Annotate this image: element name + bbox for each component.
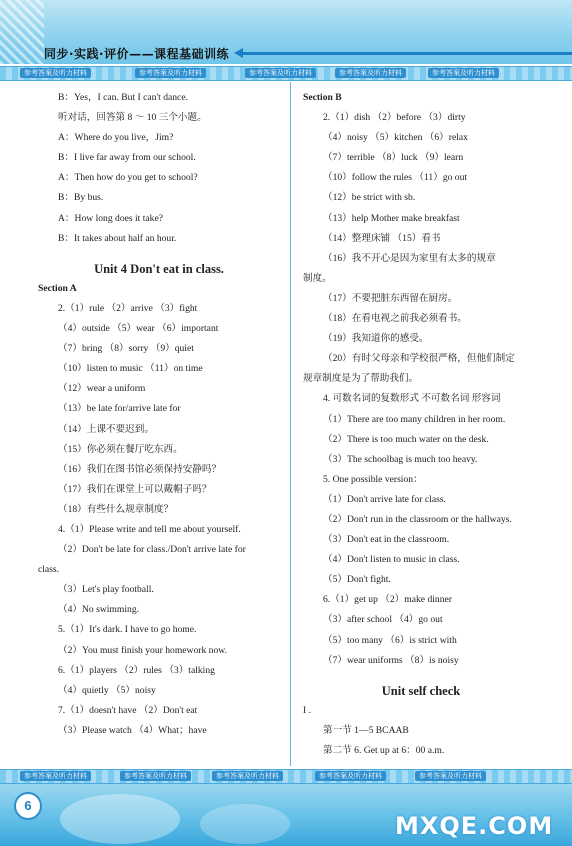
ribbon-label: 参考答案及听力材料 xyxy=(212,771,283,781)
page-number: 6 xyxy=(14,792,42,820)
page-header xyxy=(0,0,572,64)
answer-line: 6.（1）get up （2）make dinner xyxy=(323,594,452,606)
header-title: 同步·实践·评价——课程基础训练 xyxy=(44,47,230,61)
footer-decoration xyxy=(60,794,180,844)
answer-line: 7.（1）doesn't have （2）Don't eat xyxy=(58,704,198,716)
answer-line: 4. 可数名词的复数形式 不可数名词 形容词 xyxy=(323,393,501,405)
answer-line: （16）我不开心是因为家里有太多的规章 xyxy=(323,252,496,264)
answer-line: （20）有时父母亲和学校很严格，但他们制定 xyxy=(323,353,515,365)
answer-line: 规章制度是为了帮助我们。 xyxy=(303,373,419,385)
answer-line: 5.（1）It's dark. I have to go home. xyxy=(58,624,197,636)
header-arrow-line xyxy=(242,52,572,55)
answer-line: （19）我知道你的感受。 xyxy=(323,333,429,345)
answer-line: （4）Don't listen to music in class. xyxy=(323,554,460,566)
answer-line: （5）too many （6）is strict with xyxy=(323,634,457,646)
answer-line: （3）The schoolbag is much too heavy. xyxy=(323,453,478,465)
answer-line: B：Yes，I can. But I can't dance. xyxy=(58,92,188,103)
answer-line: A：Where do you live，Jim? xyxy=(58,132,174,144)
answer-line: 5. One possible version： xyxy=(323,473,423,485)
unit-heading: Unit self check xyxy=(381,683,461,698)
answer-line: （1）There are too many children in her room. xyxy=(323,413,506,425)
answer-line: （18）在看电视之前我必须看书。 xyxy=(323,313,467,325)
answer-line: B：By bus. xyxy=(58,192,104,204)
answer-line: （7）terrible （8）luck （9）learn xyxy=(323,152,464,164)
answer-line: （17）不要把脏东西留在厨房。 xyxy=(323,292,458,304)
answer-line: B：It takes about half an hour. xyxy=(58,232,177,244)
answer-line: （18）有些什么规章制度？ xyxy=(58,503,174,515)
answer-line: 4.（1）Please write and tell me about yourself. xyxy=(58,523,241,535)
answer-line: 第一节 1—5 BCAAB xyxy=(323,724,409,736)
answer-line: （12）be strict with sb. xyxy=(323,192,416,204)
answer-line: A：Then how do you get to school? xyxy=(58,172,198,184)
answer-line: （2）Don't run in the classroom or the hallways. xyxy=(323,513,512,525)
section-heading: Section B xyxy=(303,92,342,103)
answer-line: （14）整理床铺 （15）看书 xyxy=(323,232,441,244)
spacer xyxy=(303,671,539,681)
answer-line: 2.（1）rule （2）arrive （3）fight xyxy=(58,302,198,314)
answer-line: （4）outside （5）wear （6）important xyxy=(58,323,219,335)
spacer xyxy=(38,249,280,259)
answer-line: 2.（1）dish （2）before （3）dirty xyxy=(323,112,466,124)
ribbon-label: 参考答案及听力材料 xyxy=(415,771,486,781)
ribbon-label: 参考答案及听力材料 xyxy=(335,68,406,78)
watermark-logo: MXQE.COM xyxy=(395,812,554,840)
top-ribbon xyxy=(0,66,572,81)
answer-line: （3）Let's play football. xyxy=(58,584,154,596)
answer-line: （2）Don't be late for class./Don't arrive late for xyxy=(58,544,246,556)
answer-line: 第二节 6. Get up at 6：00 a.m. xyxy=(323,745,445,756)
header-decoration xyxy=(0,0,44,64)
answer-line: A：How long does it take? xyxy=(58,212,163,224)
answer-line: （13）help Mother make breakfast xyxy=(323,212,460,224)
answer-line: （4）No swimming. xyxy=(58,604,140,616)
answer-line: （10）follow the rules （11）go out xyxy=(323,172,468,184)
footer-decoration xyxy=(200,804,290,844)
answer-line: B：I live far away from our school. xyxy=(58,152,196,164)
answer-line: （4）noisy （5）kitchen （6）relax xyxy=(323,132,468,144)
answer-line: （10）listen to music （11）on time xyxy=(58,363,203,375)
answer-line: （3）Please watch （4）What；have xyxy=(58,724,207,736)
ribbon-label: 参考答案及听力材料 xyxy=(428,68,499,78)
answer-line: （2）There is too much water on the desk. xyxy=(323,433,489,445)
answer-line: （3）after school （4）go out xyxy=(323,614,443,626)
section-heading: Section A xyxy=(38,282,77,294)
answer-line: I . xyxy=(303,704,311,716)
ribbon-label: 参考答案及听力材料 xyxy=(20,68,91,78)
bottom-ribbon xyxy=(0,769,572,784)
left-column xyxy=(38,88,280,741)
ribbon-label: 参考答案及听力材料 xyxy=(315,771,386,781)
unit-heading: Unit 4 Don't eat in class. xyxy=(94,261,224,276)
answer-line: （4）quietly （5）noisy xyxy=(58,684,156,696)
answer-line: （13）be late for/arrive late for xyxy=(58,403,181,415)
ribbon-label: 参考答案及听力材料 xyxy=(120,771,191,781)
answer-line: （3）Don't eat in the classroom. xyxy=(323,534,450,546)
answer-line: （16）我们在图书馆必须保持安静吗？ xyxy=(58,463,222,475)
right-column xyxy=(303,88,539,761)
answer-line: （14）上课不要迟到。 xyxy=(58,423,154,435)
answer-line: （15）你必须在餐厅吃东西。 xyxy=(58,443,183,455)
answer-line: 听对话，回答第 8 ～ 10 三个小题。 xyxy=(58,112,207,124)
column-divider xyxy=(290,82,291,766)
answer-line: （5）Don't fight. xyxy=(323,574,391,586)
answer-line: （17）我们在课堂上可以戴帽子吗？ xyxy=(58,483,212,495)
answer-line: （7）wear uniforms （8）is noisy xyxy=(323,654,459,666)
answer-line: 制度。 xyxy=(303,272,332,284)
answer-line: （12）wear a uniform xyxy=(58,383,146,395)
ribbon-label: 参考答案及听力材料 xyxy=(135,68,206,78)
answer-line: （2）You must finish your homework now. xyxy=(58,644,227,656)
answer-line: 6.（1）players （2）rules （3）talking xyxy=(58,664,215,676)
ribbon-label: 参考答案及听力材料 xyxy=(20,771,91,781)
answer-line: （1）Don't arrive late for class. xyxy=(323,493,446,505)
answer-line: （7）bring （8）sorry （9）quiet xyxy=(58,343,194,355)
ribbon-label: 参考答案及听力材料 xyxy=(245,68,316,78)
answer-line: class. xyxy=(38,564,60,576)
